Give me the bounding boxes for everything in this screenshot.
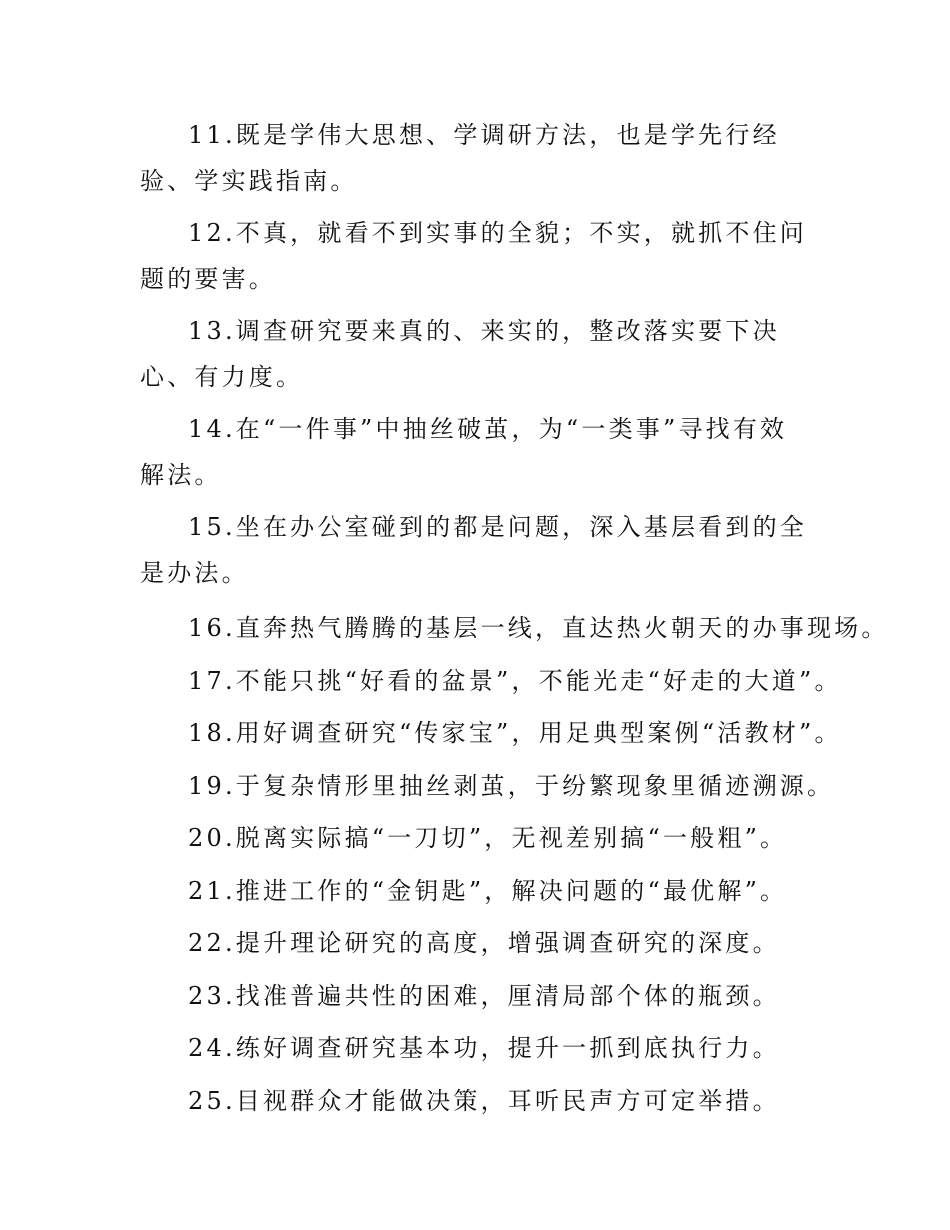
list-item: 17.不能只挑“好看的盆景”，不能光走“好走的大道”。 <box>188 666 842 695</box>
list-item: 23.找准普遍共性的困难，厘清局部个体的瓶颈。 <box>188 981 780 1010</box>
list-item: 11.既是学伟大思想、学调研方法，也是学先行经验、学实践指南。 <box>140 121 780 195</box>
list-item: 13.调查研究要来真的、来实的，整改落实要下决心、有力度。 <box>140 317 780 391</box>
list-item: 21.推进工作的“金钥匙”，解决问题的“最优解”。 <box>188 876 788 905</box>
list-item: 24.练好调查研究基本功，提升一抓到底执行力。 <box>188 1034 780 1062</box>
list-item: 14.在“一件事”中抽丝破茧，为“一类事”寻找有效解法。 <box>140 415 788 489</box>
list-item: 18.用好调查研究“传家宝”，用足典型案例“活教材”。 <box>188 719 842 747</box>
document-body <box>140 112 889 1127</box>
list-item: 25.目视群众才能做决策，耳听民声方可定举措。 <box>188 1086 780 1115</box>
list-item: 19.于复杂情形里抽丝剥茧，于纷繁现象里循迹溯源。 <box>188 771 835 800</box>
list-item: 20.脱离实际搞“一刀切”，无视差别搞“一般粗”。 <box>188 824 788 852</box>
list-item: 16.直奔热气腾腾的基层一线，直达热火朝天的办事现场。 <box>188 614 889 642</box>
list-item: 15.坐在办公室碰到的都是问题，深入基层看到的全是办法。 <box>140 513 807 587</box>
list-item: 22.提升理论研究的高度，增强调查研究的深度。 <box>188 929 780 957</box>
list-item: 12.不真，就看不到实事的全貌；不实，就抓不住问题的要害。 <box>140 219 807 293</box>
